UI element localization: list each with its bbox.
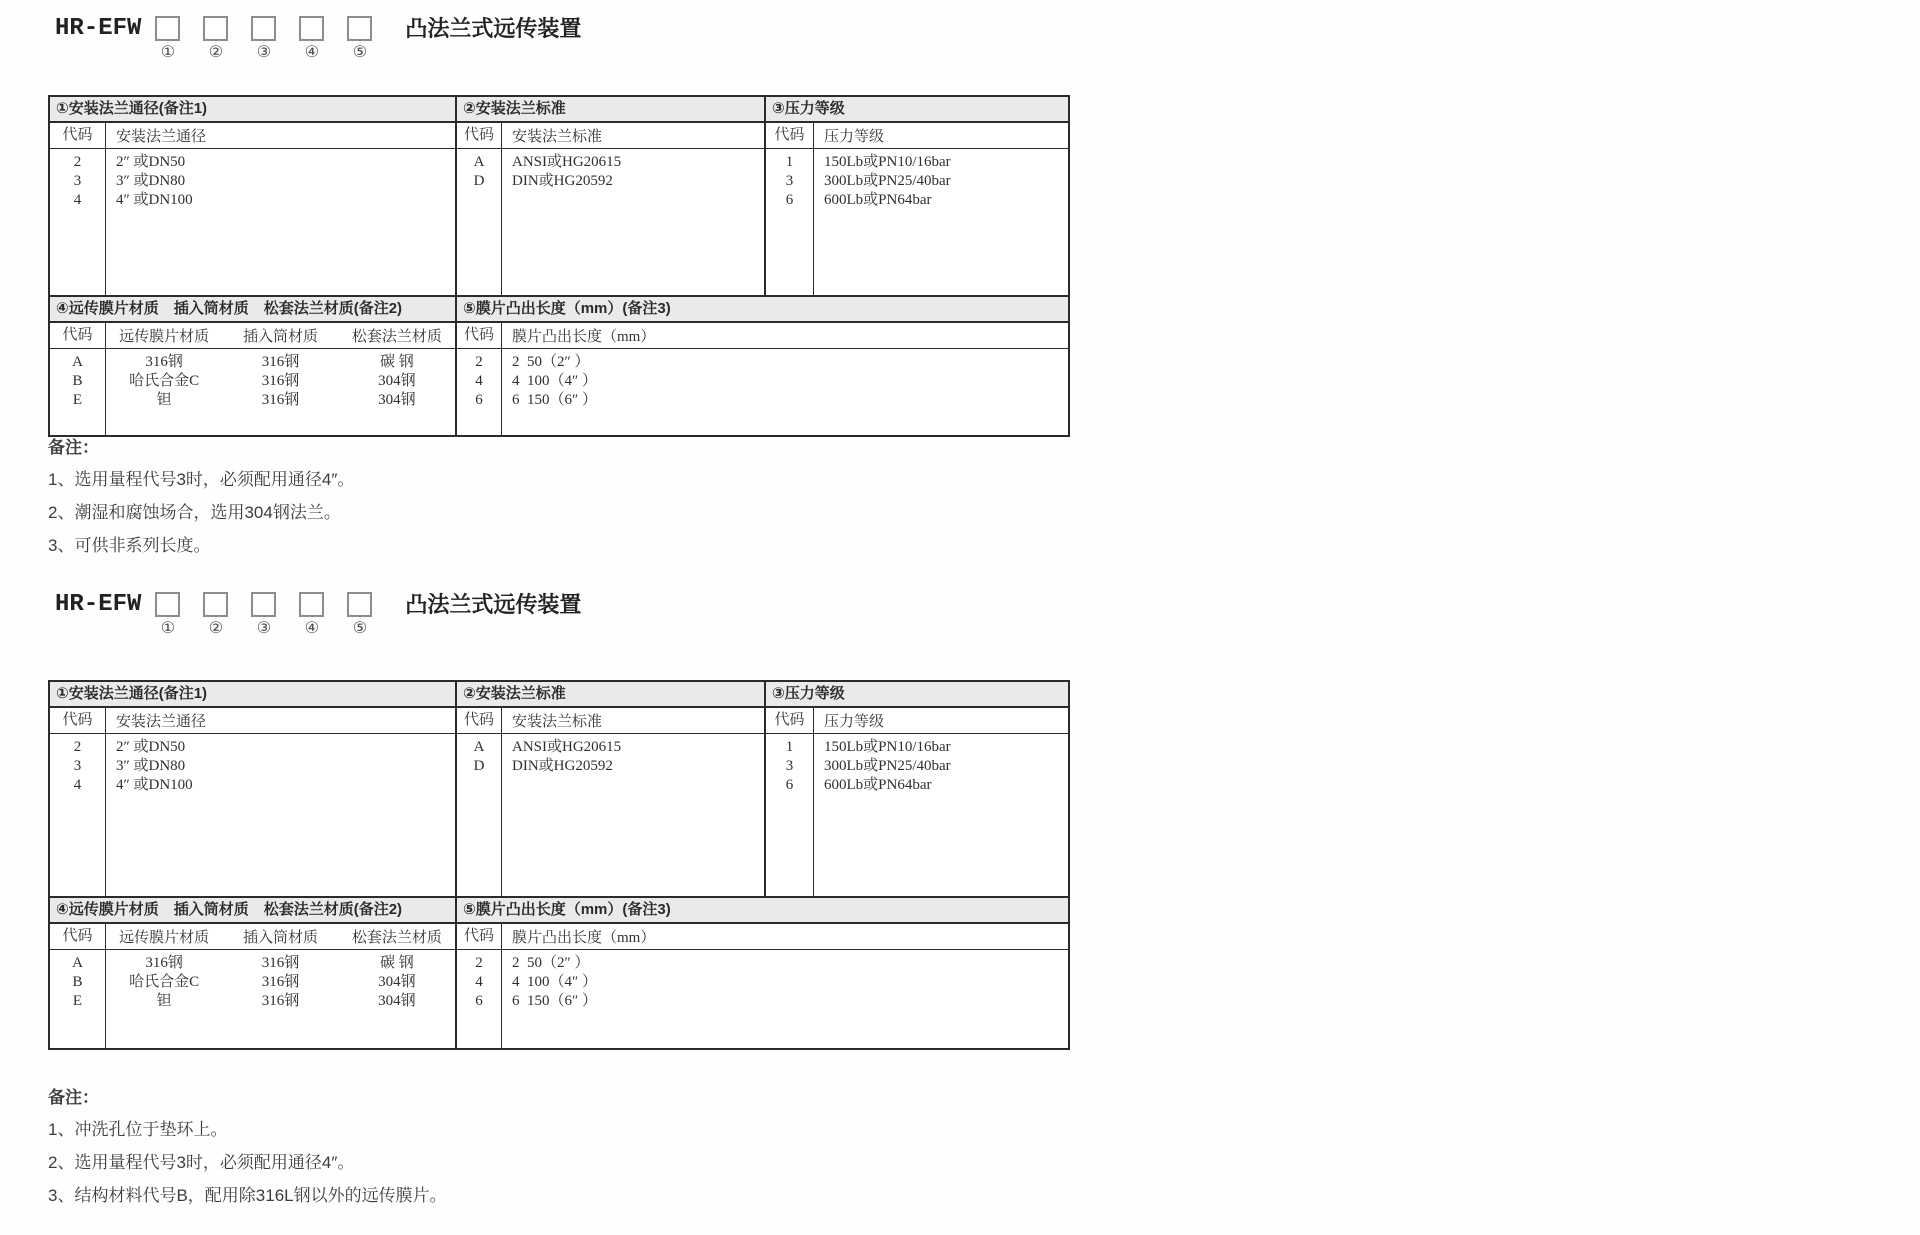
notes-title: 备注：	[48, 1088, 99, 1107]
table-cell: DIN或HG20592	[512, 173, 613, 189]
table-top-row	[50, 682, 1068, 898]
notes-block-1	[48, 438, 354, 569]
table-column	[50, 149, 106, 295]
table-cell: 150Lb或PN10/16bar	[824, 154, 951, 170]
selection-position-3	[251, 16, 276, 61]
table-cell: 2	[73, 739, 82, 755]
table-column	[766, 149, 814, 295]
note-item: 2、选用量程代号3时，必须配用通径4″。	[48, 1153, 355, 1172]
section-body	[457, 950, 1068, 1048]
table-cell: 316钢	[261, 354, 300, 370]
selection-boxes	[155, 16, 395, 61]
section-header: ③压力等级	[766, 682, 1068, 708]
column-header-code: 代码	[457, 924, 502, 949]
position-number: ②	[208, 44, 224, 61]
section-header: ⑤膜片凸出长度（mm）(备注3)	[457, 898, 1068, 924]
table-column	[766, 734, 814, 896]
section-header: ②安装法兰标准	[457, 97, 764, 123]
column-header-loose-flange: 松套法兰材质	[351, 930, 442, 946]
table-cell: 300Lb或PN25/40bar	[824, 758, 951, 774]
section-body	[50, 349, 455, 435]
selection-box	[299, 592, 324, 617]
section-header: ①安装法兰通径(备注1)	[50, 97, 455, 123]
model-line-2	[55, 592, 581, 637]
column-header-code: 代码	[50, 323, 106, 348]
table-column	[339, 950, 455, 1048]
table-cell: D	[473, 758, 485, 774]
notes-block-2	[48, 1088, 447, 1219]
selection-box	[347, 16, 372, 41]
table-cell: 4 100（4″ ）	[512, 373, 597, 389]
section-body	[50, 149, 455, 295]
table-column	[502, 149, 764, 295]
position-number: ③	[256, 44, 272, 61]
column-header-value: 安装法兰标准	[512, 714, 603, 730]
section-subheader	[457, 708, 764, 734]
section-body	[50, 734, 455, 896]
column-header-code: 代码	[766, 123, 814, 148]
section-header: ①安装法兰通径(备注1)	[50, 682, 455, 708]
product-name: 凸法兰式远传装置	[405, 16, 582, 41]
table-column	[457, 349, 502, 435]
table-cell: 6	[785, 192, 794, 208]
table-cell: 碳 钢	[379, 354, 414, 370]
table-cell: 3	[73, 173, 82, 189]
section-pressure-rating	[766, 97, 1068, 295]
column-header-code: 代码	[766, 708, 814, 733]
table-cell: E	[72, 392, 83, 408]
selection-box	[155, 592, 180, 617]
selection-box	[251, 16, 276, 41]
section-flange-standard	[457, 97, 766, 295]
section-body	[766, 734, 1068, 896]
note-item: 1、选用量程代号3时，必须配用通径4″。	[48, 470, 355, 489]
table-cell: 600Lb或PN64bar	[824, 192, 932, 208]
section-body	[766, 149, 1068, 295]
table-cell: 钽	[156, 392, 172, 408]
table-column	[457, 734, 502, 896]
table-cell: 2″ 或DN50	[116, 739, 186, 755]
table-cell: A	[72, 955, 83, 971]
selection-position-5	[347, 592, 372, 637]
selection-position-1	[155, 592, 180, 637]
selection-box	[251, 592, 276, 617]
section-subheader	[50, 323, 455, 349]
table-cell: 316钢	[145, 955, 183, 971]
note-item: 1、冲洗孔位于垫环上。	[48, 1120, 228, 1139]
table-cell: 316钢	[261, 955, 300, 971]
selection-boxes	[155, 592, 395, 637]
table-column	[50, 734, 106, 896]
table-cell: 3″ 或DN80	[116, 758, 186, 774]
table-cell: 4 100（4″ ）	[512, 974, 597, 990]
table-cell: 316钢	[261, 993, 300, 1009]
table-cell: 4″ 或DN100	[116, 777, 193, 793]
model-code: HR-EFW	[55, 591, 142, 618]
table-cell: 304钢	[378, 392, 416, 408]
table-column	[502, 734, 764, 896]
table-cell: B	[72, 974, 83, 990]
section-pressure-rating	[766, 682, 1068, 896]
column-header-value: 膜片凸出长度（mm）	[512, 930, 656, 946]
note-item: 3、结构材料代号B，配用除316L钢以外的远传膜片。	[48, 1186, 447, 1205]
section-subheader	[50, 123, 455, 149]
position-number: ①	[160, 620, 176, 637]
position-number: ②	[208, 620, 224, 637]
table-column	[814, 149, 1068, 295]
section-header: ②安装法兰标准	[457, 682, 764, 708]
selection-box	[203, 592, 228, 617]
table-cell: DIN或HG20592	[512, 758, 613, 774]
position-number: ⑤	[352, 44, 368, 61]
table-cell: 4	[475, 974, 483, 990]
selection-box	[203, 16, 228, 41]
table-column	[50, 349, 106, 435]
column-header-value: 安装法兰标准	[512, 129, 603, 145]
table-cell: 3	[785, 173, 794, 189]
table-cell: B	[72, 373, 83, 389]
section-header: ④远传膜片材质 插入筒材质 松套法兰材质(备注2)	[50, 297, 455, 323]
selection-position-3	[251, 592, 276, 637]
column-header-insert: 插入筒材质	[242, 930, 318, 946]
table-cell: 哈氏合金C	[129, 974, 200, 990]
position-number: ⑤	[352, 620, 368, 637]
selection-position-1	[155, 16, 180, 61]
table-column	[339, 349, 455, 435]
section-body	[457, 349, 1068, 435]
table-cell: 316钢	[261, 373, 300, 389]
section-subheader	[50, 924, 455, 950]
table-cell: 304钢	[378, 974, 416, 990]
note-item: 3、可供非系列长度。	[48, 536, 211, 555]
table-column	[106, 349, 222, 435]
table-cell: A	[473, 739, 485, 755]
table-cell: D	[473, 173, 485, 189]
table-cell: 1	[785, 154, 794, 170]
table-cell: E	[72, 993, 83, 1009]
column-header-diaphragm: 远传膜片材质	[119, 930, 210, 946]
table-column	[106, 149, 455, 295]
table-cell: 2 50（2″ ）	[512, 354, 590, 370]
section-materials	[50, 297, 457, 435]
column-header-loose-flange: 松套法兰材质	[351, 329, 442, 345]
selection-position-2	[203, 592, 228, 637]
table-cell: 6	[475, 392, 483, 408]
table-cell: A	[473, 154, 485, 170]
table-cell: 600Lb或PN64bar	[824, 777, 932, 793]
table-column	[502, 950, 1068, 1048]
column-header-diaphragm: 远传膜片材质	[119, 329, 210, 345]
table-column	[106, 950, 222, 1048]
section-subheader	[457, 323, 1068, 349]
column-header-code: 代码	[50, 924, 106, 949]
table-column	[222, 349, 338, 435]
column-header-value: 安装法兰通径	[116, 129, 207, 145]
table-cell: 4″ 或DN100	[116, 192, 193, 208]
column-header-code: 代码	[50, 708, 106, 733]
column-header-value: 膜片凸出长度（mm）	[512, 329, 656, 345]
table-cell: 碳 钢	[379, 955, 414, 971]
table-cell: 6 150（6″ ）	[512, 993, 597, 1009]
note-item: 2、潮湿和腐蚀场合，选用304钢法兰。	[48, 503, 341, 522]
table-column	[814, 734, 1068, 896]
table-cell: 6	[785, 777, 794, 793]
table-column	[50, 950, 106, 1048]
selection-box	[347, 592, 372, 617]
table-cell: 304钢	[378, 993, 416, 1009]
table-column	[222, 950, 338, 1048]
table-top-row	[50, 97, 1068, 297]
table-cell: 2	[475, 955, 483, 971]
table-cell: 6	[475, 993, 483, 1009]
column-header-value: 安装法兰通径	[116, 714, 207, 730]
notes-title: 备注：	[48, 438, 99, 457]
table-column	[502, 349, 1068, 435]
model-code: HR-EFW	[55, 15, 142, 42]
table-cell: 3	[73, 758, 82, 774]
table-cell: 2	[73, 154, 82, 170]
column-header-code: 代码	[457, 123, 502, 148]
table-cell: 钽	[156, 993, 172, 1009]
table-cell: 2 50（2″ ）	[512, 955, 590, 971]
table-cell: 2	[475, 354, 483, 370]
position-number: ③	[256, 620, 272, 637]
section-body	[50, 950, 455, 1048]
table-cell: 3″ 或DN80	[116, 173, 186, 189]
table-cell: ANSI或HG20615	[512, 739, 622, 755]
model-line-1	[55, 16, 581, 61]
table-cell: 3	[785, 758, 794, 774]
section-subheader	[766, 708, 1068, 734]
product-name: 凸法兰式远传装置	[405, 592, 582, 617]
selection-position-5	[347, 16, 372, 61]
selection-position-4	[299, 592, 324, 637]
section-subheader	[457, 123, 764, 149]
table-cell: 316钢	[145, 354, 183, 370]
selection-box	[299, 16, 324, 41]
spec-table-2	[48, 680, 1070, 1050]
table-column	[106, 734, 455, 896]
section-protrusion-length	[457, 898, 1068, 1048]
column-header-insert: 插入筒材质	[242, 329, 318, 345]
section-subheader	[50, 708, 455, 734]
section-materials	[50, 898, 457, 1048]
table-bottom-row	[50, 898, 1068, 1048]
table-cell: 1	[785, 739, 794, 755]
position-number: ④	[304, 44, 320, 61]
table-cell: 4	[73, 777, 82, 793]
table-cell: 304钢	[378, 373, 416, 389]
table-cell: 4	[73, 192, 82, 208]
section-body	[457, 734, 764, 896]
section-subheader	[766, 123, 1068, 149]
table-cell: 316钢	[261, 974, 300, 990]
table-cell: ANSI或HG20615	[512, 154, 622, 170]
selection-position-4	[299, 16, 324, 61]
column-header-value: 压力等级	[824, 714, 885, 730]
table-column	[457, 149, 502, 295]
column-header-code: 代码	[457, 323, 502, 348]
table-cell: 300Lb或PN25/40bar	[824, 173, 951, 189]
table-cell: A	[72, 354, 83, 370]
section-flange-standard	[457, 682, 766, 896]
column-header-code: 代码	[457, 708, 502, 733]
selection-box	[155, 16, 180, 41]
column-header-value: 压力等级	[824, 129, 885, 145]
table-cell: 6 150（6″ ）	[512, 392, 597, 408]
spec-table-1	[48, 95, 1070, 437]
table-cell: 哈氏合金C	[129, 373, 200, 389]
section-header: ③压力等级	[766, 97, 1068, 123]
table-column	[457, 950, 502, 1048]
position-number: ④	[304, 620, 320, 637]
section-flange-diameter	[50, 682, 457, 896]
section-header: ⑤膜片凸出长度（mm）(备注3)	[457, 297, 1068, 323]
table-cell: 316钢	[261, 392, 300, 408]
table-bottom-row	[50, 297, 1068, 435]
table-cell: 2″ 或DN50	[116, 154, 186, 170]
section-header: ④远传膜片材质 插入筒材质 松套法兰材质(备注2)	[50, 898, 455, 924]
section-protrusion-length	[457, 297, 1068, 435]
section-subheader	[457, 924, 1068, 950]
section-flange-diameter	[50, 97, 457, 295]
column-header-code: 代码	[50, 123, 106, 148]
table-cell: 4	[475, 373, 483, 389]
section-body	[457, 149, 764, 295]
table-cell: 150Lb或PN10/16bar	[824, 739, 951, 755]
position-number: ①	[160, 44, 176, 61]
selection-position-2	[203, 16, 228, 61]
